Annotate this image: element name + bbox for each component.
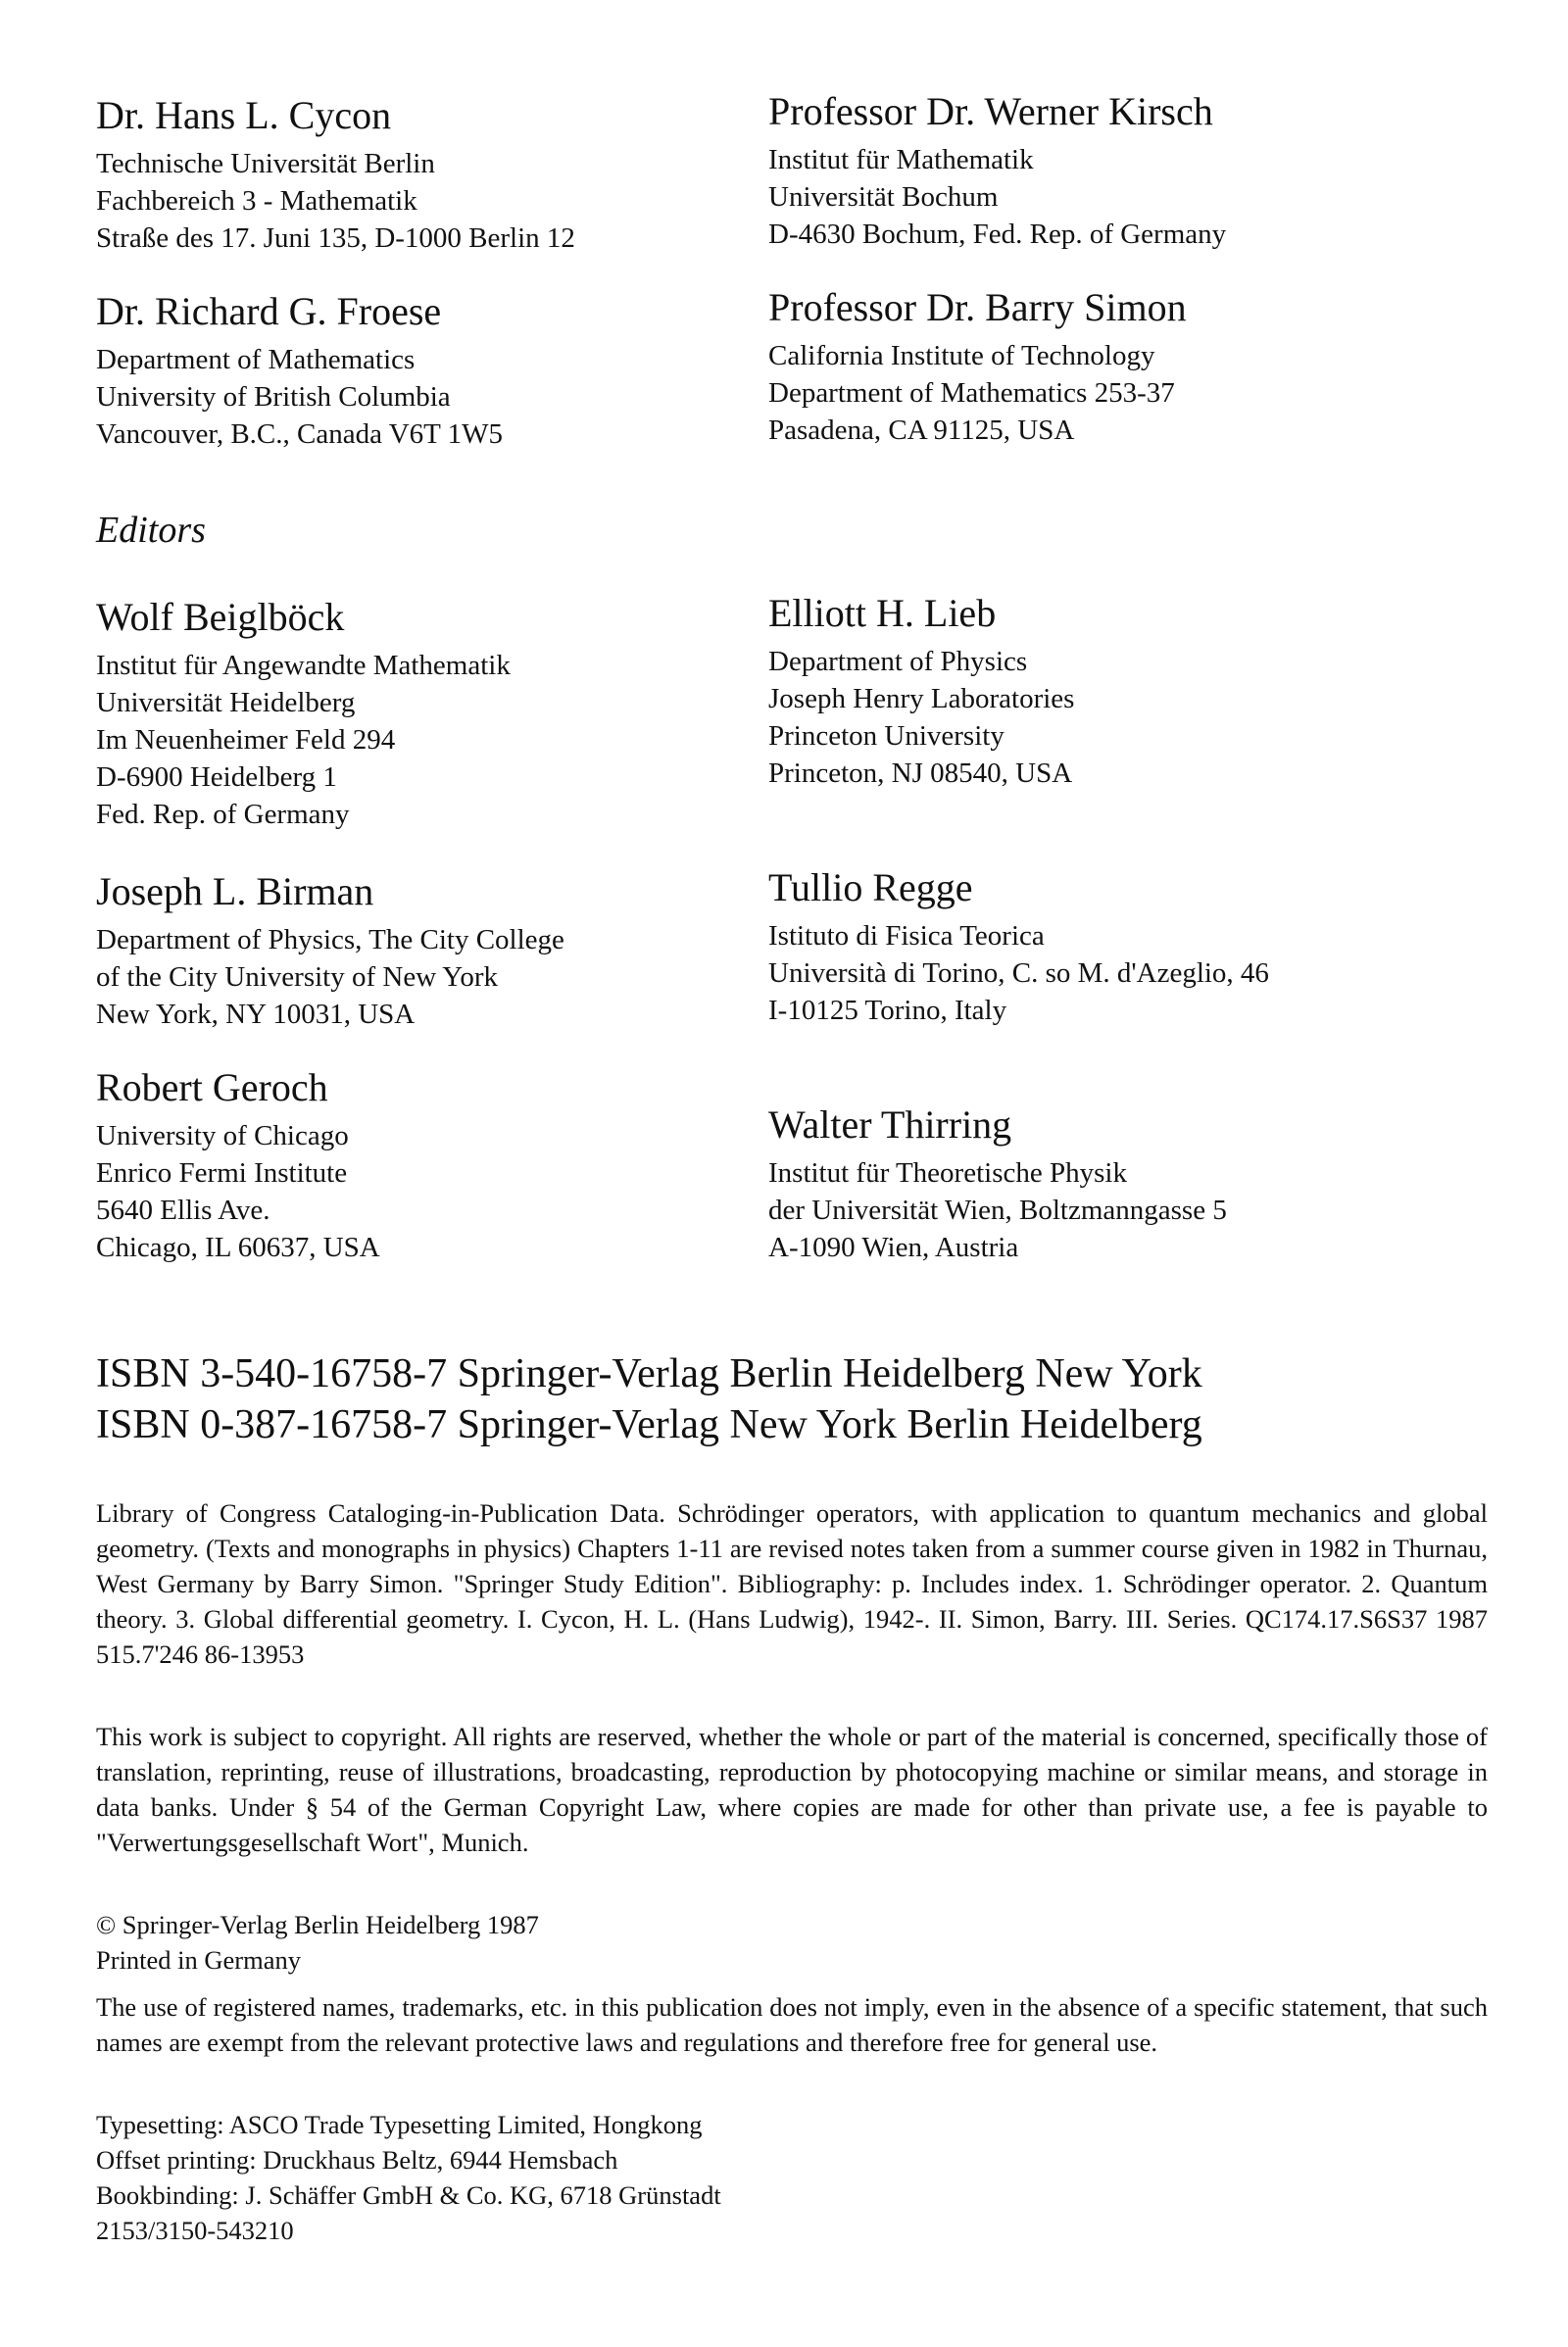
author-address-line: Vancouver, B.C., Canada V6T 1W5 [96, 418, 503, 450]
typesetting-line: Typesetting: ASCO Trade Typesetting Limited, Hongkong [96, 2110, 703, 2139]
author-address-line: Technische Universität Berlin [96, 148, 435, 179]
cip-data-paragraph: Library of Congress Cataloging-in-Publication Data. Schrödinger operators, with application to quantum mechanics and global geometry. (Texts and monographs in physics) Chapters 1-11 are revised notes taken from a summer course given in 1982 in Thurnau, West Germany by Barry Simon. "Springer Study Edition". Bibliography: p. Includes index. 1. Schrödinger operator. 2. Quantum theory. 3. Global differential geometry. I. Cycon, H. L. (Hans Ludwig), 1942-. II. Simon, Barry. III. Series. QC174.17.S6S37 1987 515.7'246 86-13953 [96, 1498, 1488, 1669]
editor-address-line: D-6900 Heidelberg 1 [96, 761, 337, 793]
author-address-line: Straße des 17. Juni 135, D-1000 Berlin 12 [96, 222, 575, 254]
editor-address-line: of the City University of New York [96, 961, 499, 993]
editor-address-line: Joseph Henry Laboratories [768, 683, 1075, 714]
author-name: Professor Dr. Barry Simon [768, 285, 1187, 329]
editors-heading: Editors [96, 510, 206, 551]
editor-name: Wolf Beiglböck [96, 595, 345, 639]
editor-address-line: University of Chicago [96, 1120, 349, 1151]
editor-name: Robert Geroch [96, 1065, 328, 1109]
editor-address-line: Princeton University [768, 720, 1004, 752]
printed-in-line: Printed in Germany [96, 1945, 302, 1975]
bookbinding-line: Bookbinding: J. Schäffer GmbH & Co. KG, 6718 Grünstadt [96, 2180, 721, 2210]
author-address-line: University of British Columbia [96, 381, 451, 413]
author-address-line: Department of Mathematics 253-37 [768, 377, 1175, 409]
editor-address-line: Universität Heidelberg [96, 687, 356, 718]
editor-name: Walter Thirring [768, 1102, 1012, 1147]
editor-address-line: Fed. Rep. of Germany [96, 799, 350, 830]
author-block-simon [768, 284, 1474, 449]
author-block-froese [96, 288, 723, 453]
print-code-line: 2153/3150-543210 [96, 2216, 294, 2245]
editor-address-line: Princeton, NJ 08540, USA [768, 758, 1073, 789]
copyright-line: © Springer-Verlag Berlin Heidelberg 1987 [96, 1910, 539, 1939]
author-address-line: D-4630 Bochum, Fed. Rep. of Germany [768, 219, 1227, 250]
editor-address-line: Institut für Theoretische Physik [768, 1157, 1127, 1189]
copyright-notice-paragraph: This work is subject to copyright. All rights are reserved, whether the whole or part of the material is concerned, specifically those of translation, reprinting, reuse of illustrations, broadcasting, reproduction by photocopying machine or similar means, and storage in data banks. Under § 54 of the German Copyright Law, where copies are made for other than private use, a fee is payable to "Verwertungsgesellschaft Wort", Munich. [96, 1722, 1488, 1857]
trademark-paragraph: The use of registered names, trademarks, etc. in this publication does not imply, even in the absence of a specific statement, that such names are exempt from the relevant protective laws and regulations and therefore free for general use. [96, 1992, 1488, 2057]
author-address-line: Pasadena, CA 91125, USA [768, 415, 1075, 446]
author-address-line: Institut für Mathematik [768, 144, 1034, 175]
editor-block-beiglboeck [96, 594, 723, 833]
isbn-line: ISBN 3-540-16758-7 Springer-Verlag Berlin Heidelberg New York [96, 1351, 1202, 1396]
editor-address-line: der Universität Wien, Boltzmanngasse 5 [768, 1195, 1227, 1226]
production-credits [96, 2107, 1488, 2248]
author-address-line: California Institute of Technology [768, 340, 1155, 371]
editor-name: Elliott H. Lieb [768, 591, 997, 635]
editor-block-lieb [768, 590, 1474, 792]
editor-block-birman [96, 868, 723, 1033]
editor-address-line: New York, NY 10031, USA [96, 999, 416, 1030]
author-name: Dr. Richard G. Froese [96, 289, 442, 333]
editor-block-thirring [768, 1101, 1474, 1266]
isbn-line: ISBN 0-387-16758-7 Springer-Verlag New York Berlin Heidelberg [96, 1402, 1202, 1447]
editor-address-line: 5640 Ellis Ave. [96, 1195, 270, 1226]
editor-address-line: I-10125 Torino, Italy [768, 995, 1007, 1026]
editor-name: Joseph L. Birman [96, 869, 374, 913]
author-block-cycon [96, 92, 723, 257]
author-address-line: Department of Mathematics [96, 344, 416, 375]
author-name: Dr. Hans L. Cycon [96, 93, 392, 137]
editor-address-line: Institut für Angewandte Mathematik [96, 650, 511, 681]
editor-block-geroch [96, 1064, 723, 1266]
offset-printing-line: Offset printing: Druckhaus Beltz, 6944 Hemsbach [96, 2145, 618, 2175]
editor-address-line: Im Neuenheimer Feld 294 [96, 724, 396, 756]
author-name: Professor Dr. Werner Kirsch [768, 89, 1213, 133]
editor-address-line: A-1090 Wien, Austria [768, 1232, 1019, 1263]
editor-address-line: Enrico Fermi Institute [96, 1157, 348, 1189]
editor-address-line: Istituto di Fisica Teorica [768, 920, 1045, 952]
editor-address-line: Department of Physics [768, 646, 1028, 677]
editor-name: Tullio Regge [768, 865, 973, 909]
author-address-line: Fachbereich 3 - Mathematik [96, 185, 417, 217]
editor-address-line: Chicago, IL 60637, USA [96, 1232, 380, 1263]
author-block-kirsch [768, 88, 1474, 253]
editor-address-line: Università di Torino, C. so M. d'Azeglio, 46 [768, 957, 1269, 989]
copyright-lines [96, 1907, 1488, 1978]
author-address-line: Universität Bochum [768, 181, 999, 213]
editor-block-regge [768, 864, 1474, 1029]
editor-address-line: Department of Physics, The City College [96, 924, 564, 955]
